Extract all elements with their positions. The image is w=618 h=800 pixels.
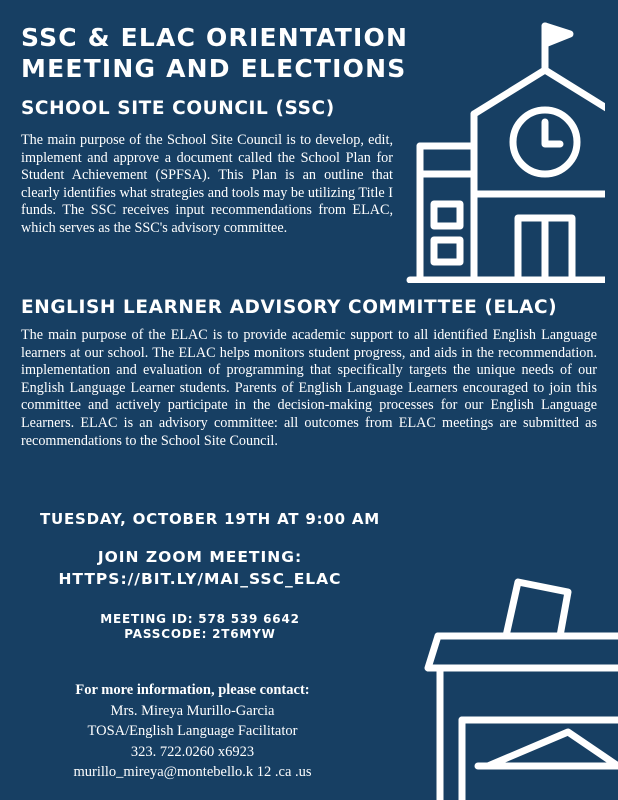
page-title: [21, 22, 408, 84]
meeting-id: MEETING ID: 578 539 6642: [100, 612, 300, 626]
elac-paragraph: The main purpose of the ELAC is to provide academic support to all identified English Language learners at our school. The ELAC helps monitors student progress, and aids in the recommendation. implementation and evaluation of programming that specifically targets the unique needs of our English Language Learner students. Parents of English Language Learners encouraged to join this committee and actively participate in the decision-making processes for our English Language Learners. ELAC is an advisory committee: all outcomes from ELAC meetings are submitted as recommendations to the School Site Council.: [21, 327, 597, 449]
title-line-2: MEETING AND ELECTIONS: [21, 54, 407, 83]
meeting-date: TUESDAY, OCTOBER 19TH AT 9:00 AM: [40, 510, 381, 528]
contact-name: Mrs. Mireya Murillo-Garcia: [110, 702, 275, 719]
title-line-1: SSC & ELAC ORIENTATION: [21, 23, 409, 52]
zoom-label: JOIN ZOOM MEETING:: [97, 548, 303, 566]
school-building-icon: [400, 18, 605, 283]
meeting-passcode: PASSCODE: 2T6MYW: [124, 627, 276, 641]
contact-phone: 323. 722.0260 x6923: [130, 743, 255, 760]
contact-lead: For more information, please contact:: [75, 682, 310, 698]
ballot-box-icon: [418, 570, 618, 800]
ssc-paragraph: The main purpose of the School Site Council is to develop, edit, implement and approve a document called the School Plan for Student Achievement (SPFSA). This Plan is an outline that clearly identifies what strategies and tools may be utilizing Title I funds. The SSC receives input recommendations from ELAC, which serves as the SSC's advisory committee.: [21, 132, 393, 236]
elac-heading: ENGLISH LEARNER ADVISORY COMMITTEE (ELAC): [21, 297, 558, 318]
contact-block: [25, 680, 360, 783]
contact-role: TOSA/English Language Facilitator: [87, 723, 298, 739]
ssc-heading: SCHOOL SITE COUNCIL (SSC): [21, 98, 335, 119]
zoom-link[interactable]: HTTPS://BIT.LY/MAI_SSC_ELAC: [58, 570, 342, 588]
contact-email[interactable]: murillo_mireya@montebello.k 12 .ca .us: [73, 764, 312, 780]
